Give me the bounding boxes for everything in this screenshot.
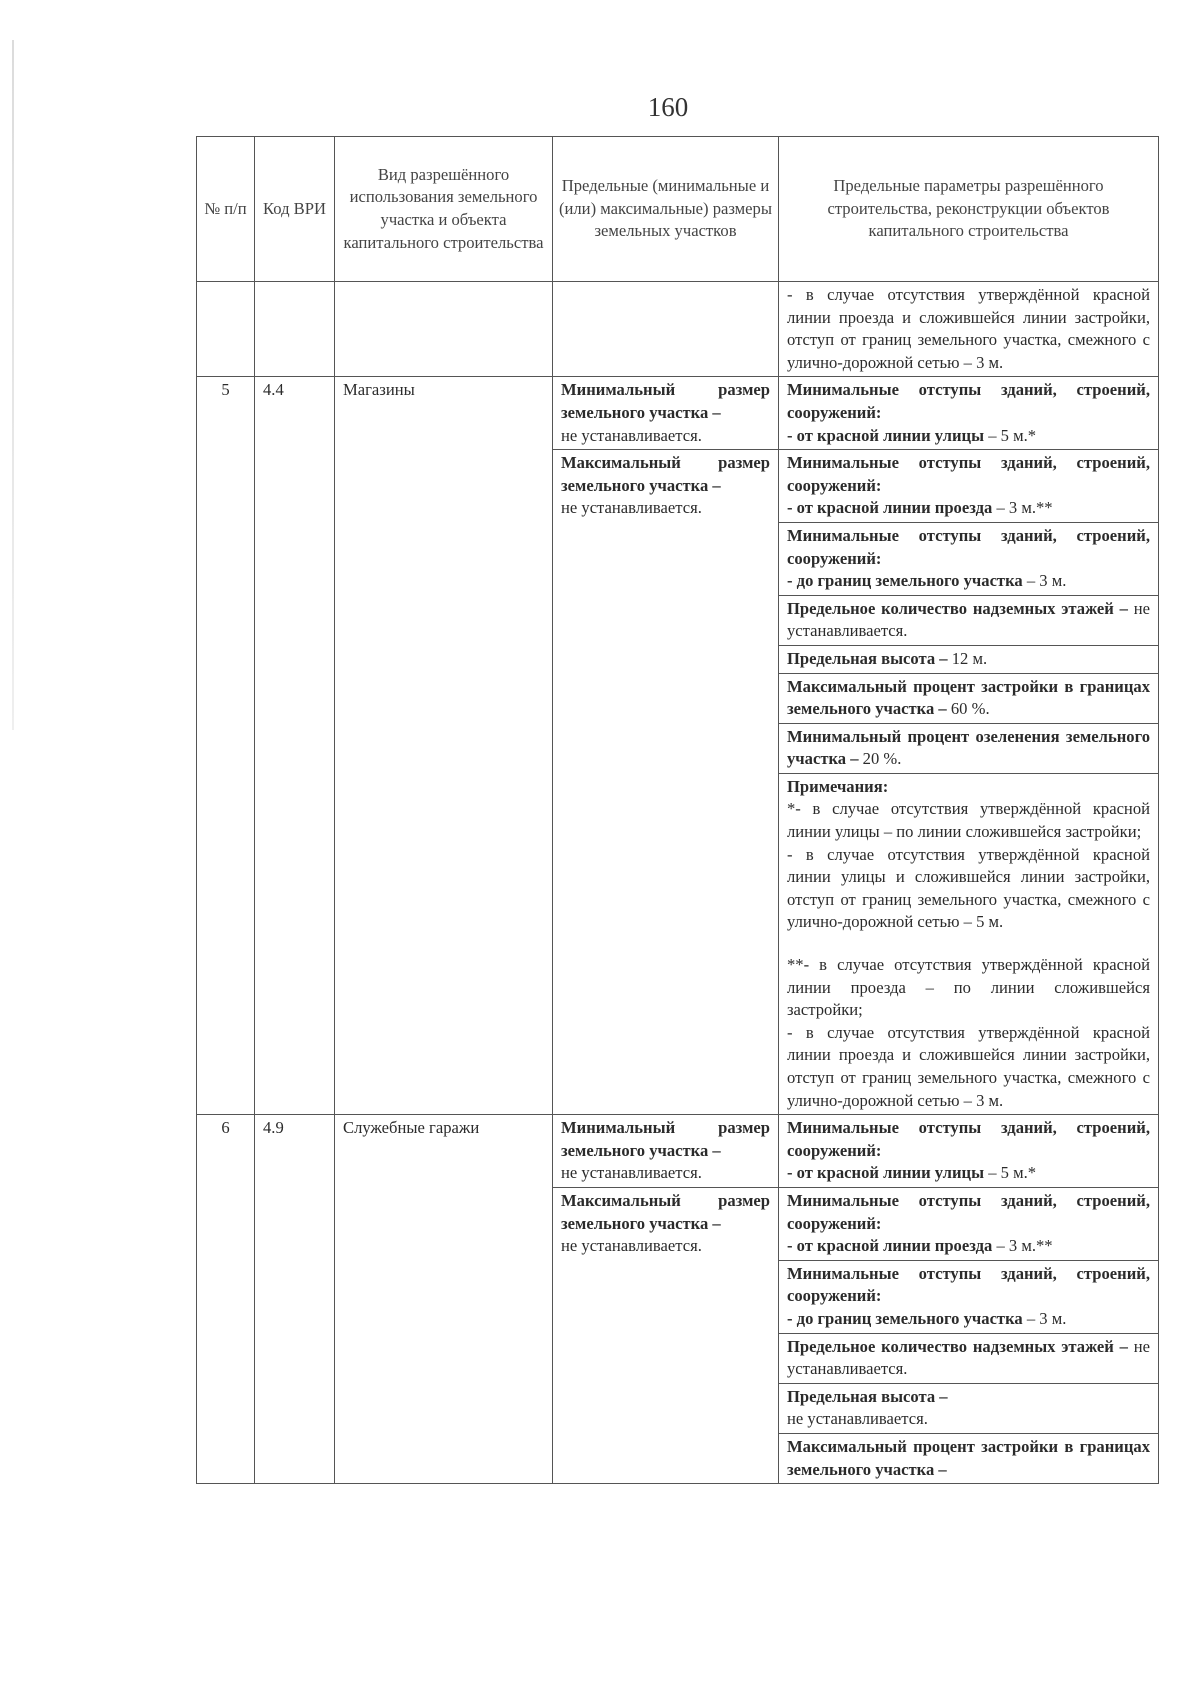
row-num: 5 xyxy=(197,377,255,1115)
to-border-label: - до границ земельного участка xyxy=(787,571,1023,591)
scan-edge-shadow xyxy=(12,40,14,730)
floors-value: не устанавливается. xyxy=(787,1336,1150,1379)
floors-cell xyxy=(779,1333,1159,1383)
row-num: 6 xyxy=(197,1115,255,1484)
table-row-continuation xyxy=(197,282,1159,377)
max-size-value: не устанавливается. xyxy=(561,1236,702,1256)
indent-label: Минимальные отступы зданий, строений, сооружений: xyxy=(787,1263,1150,1306)
note-item: - в случае отсутствия утверждённой красной линии улицы и сложившейся линии застройки, отступ от границ земельного участка, смежного с улично-дорожной сетью – 5 м. xyxy=(787,844,1150,932)
indent-label: Минимальные отступы зданий, строений, сооружений: xyxy=(787,525,1150,568)
build-pct-cell xyxy=(779,1433,1159,1483)
max-size-cell xyxy=(553,1187,779,1483)
to-border-value: – 3 м. xyxy=(1022,1308,1067,1328)
max-size-cell xyxy=(553,450,779,1115)
header-vri: Вид разрешённого использования земельного участка и объекта капитального строительства xyxy=(335,137,553,282)
max-size-label: Максимальный размер земельного участка – xyxy=(561,453,770,495)
indent-label: Минимальные отступы зданий, строений, сооружений: xyxy=(787,1118,1150,1160)
max-size-value: не устанавливается. xyxy=(561,498,702,518)
row-code: 4.9 xyxy=(255,1115,335,1484)
floors-label: Предельное количество надземных этажей – xyxy=(787,598,1128,618)
min-size-label: Минимальный размер земельного участка – xyxy=(561,1118,770,1160)
indent-label: Минимальные отступы зданий, строений, сооружений: xyxy=(787,1190,1150,1233)
build-pct-label: Максимальный процент застройки в границах земельного участка – xyxy=(787,1436,1150,1479)
indent-street-cell xyxy=(779,377,1159,450)
floors-label: Предельное количество надземных этажей – xyxy=(787,1336,1128,1356)
green-pct-label: Минимальный процент озеленения земельного участка – xyxy=(787,726,1150,769)
max-size-label: Максимальный размер земельного участка – xyxy=(561,1190,770,1233)
header-params: Предельные параметры разрешённого строительства, реконструкции объектов капитального строительства xyxy=(779,137,1159,282)
height-label: Предельная высота – xyxy=(787,648,948,668)
header-code: Код ВРИ xyxy=(255,137,335,282)
green-pct-cell xyxy=(779,723,1159,773)
indent-label: Минимальные отступы зданий, строений, сооружений: xyxy=(787,380,1150,422)
indent-border-cell xyxy=(779,522,1159,595)
floors-value: не устанавливается. xyxy=(787,598,1150,641)
table-header xyxy=(197,137,1159,282)
min-size-value: не устанавливается. xyxy=(561,425,702,445)
cell-empty xyxy=(553,282,779,377)
indent-passage-cell xyxy=(779,1187,1159,1260)
page-number: 160 xyxy=(647,92,689,122)
build-pct-value: 60 %. xyxy=(946,699,990,719)
build-pct-label: Максимальный процент застройки в границах земельного участка – xyxy=(787,676,1150,719)
indent-label: Минимальные отступы зданий, строений, сооружений: xyxy=(787,453,1150,495)
indent-border-cell xyxy=(779,1260,1159,1333)
row-vri-name: Магазины xyxy=(335,377,553,1115)
to-border-value: – 3 м. xyxy=(1022,571,1067,591)
from-passage-value: – 3 м.** xyxy=(992,1236,1053,1256)
height-cell xyxy=(779,645,1159,673)
min-size-cell xyxy=(553,377,779,450)
height-value: не устанавливается. xyxy=(787,1409,928,1429)
from-passage-label: - от красной линии проезда xyxy=(787,1236,993,1256)
height-label: Предельная высота – xyxy=(787,1386,948,1406)
from-street-value: – 5 м.* xyxy=(984,425,1037,445)
notes-title: Примечания: xyxy=(787,776,889,796)
floors-cell xyxy=(779,595,1159,645)
row-vri-name: Служебные гаражи xyxy=(335,1115,553,1484)
continuation-note: - в случае отсутствия утверждённой красной линии проезда и сложившейся линии застройки, отступ от границ земельного участка, смежного с улично-дорожной сетью – 3 м. xyxy=(779,282,1159,377)
note-item: **- в случае отсутствия утверждённой красной линии проезда – по линии сложившейся застройки; xyxy=(787,955,1150,1020)
note-item: - в случае отсутствия утверждённой красной линии проезда и сложившейся линии застройки, отступ от границ земельного участка, смежного с улично-дорожной сетью – 3 м. xyxy=(787,1022,1150,1110)
header-num: № п/п xyxy=(197,137,255,282)
cell-empty xyxy=(255,282,335,377)
cell-empty xyxy=(197,282,255,377)
table-row xyxy=(197,1115,1159,1188)
green-pct-value: 20 %. xyxy=(858,749,902,769)
from-street-label: - от красной линии улицы xyxy=(787,425,985,445)
notes-cell xyxy=(779,773,1159,1114)
cell-empty xyxy=(335,282,553,377)
build-pct-cell xyxy=(779,673,1159,723)
min-size-label: Минимальный размер земельного участка – xyxy=(561,380,770,422)
indent-street-cell xyxy=(779,1115,1159,1188)
from-street-value: – 5 м.* xyxy=(984,1163,1037,1183)
min-size-cell xyxy=(553,1115,779,1188)
indent-passage-cell xyxy=(779,450,1159,523)
from-street-label: - от красной линии улицы xyxy=(787,1163,985,1183)
from-passage-label: - от красной линии проезда xyxy=(787,498,993,518)
height-value: 12 м. xyxy=(947,648,988,668)
header-sizes: Предельные (минимальные и (или) максимальные) размеры земельных участков xyxy=(553,137,779,282)
table-row xyxy=(197,377,1159,450)
min-size-value: не устанавливается. xyxy=(561,1163,702,1183)
height-cell xyxy=(779,1383,1159,1433)
note-item: *- в случае отсутствия утверждённой красной линии улицы – по линии сложившейся застройки; xyxy=(787,799,1150,842)
to-border-label: - до границ земельного участка xyxy=(787,1308,1023,1328)
regulations-table xyxy=(196,136,1159,1484)
row-code: 4.4 xyxy=(255,377,335,1115)
from-passage-value: – 3 м.** xyxy=(992,498,1053,518)
